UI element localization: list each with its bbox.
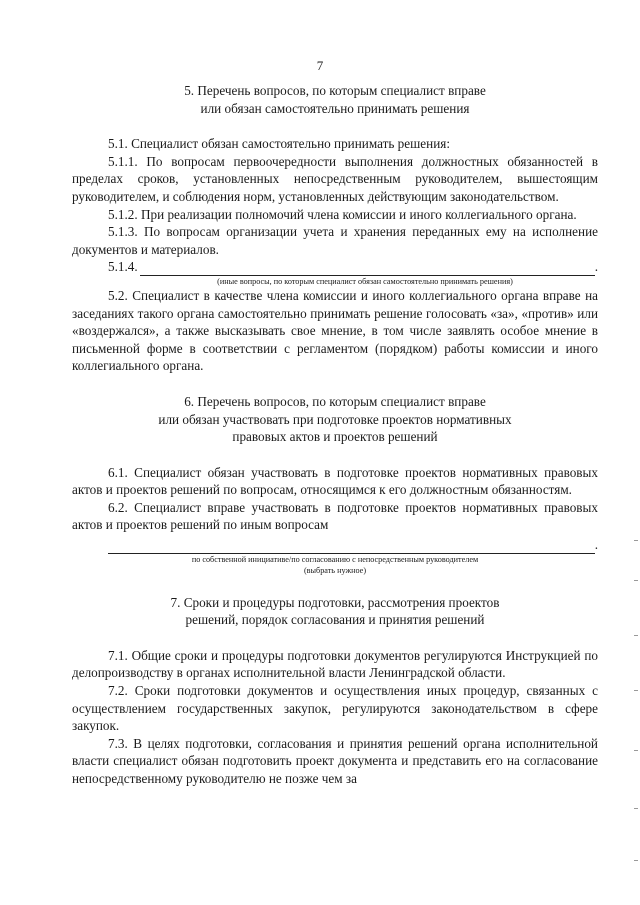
section-7-title-line-2: решений, порядок согласования и принятия решений [185,612,485,628]
paragraph-7-3: 7.3. В целях подготовки, согласования и принятия решений органа исполнительной власти специалист обязан подготовить проект документа и представить его на согласование непосредственному руководителю не позже чем за [72,735,598,786]
paragraph-6-2-fill [72,536,598,554]
paragraph-6-2-end: . [594,537,598,553]
paragraph-6-2: 6.2. Специалист вправе участвовать в подготовке проектов нормативных правовых актов и проектов решений по иным вопросам [72,499,598,533]
paragraph-5-1: 5.1. Специалист обязан самостоятельно принимать решения: [108,136,450,152]
section-6-title-line-3: правовых актов и проектов решений [232,429,438,445]
section-6-title-line-1: 6. Перечень вопросов, по которым специалист вправе [184,393,486,409]
page-number: 7 [316,58,324,73]
fill-in-line [108,540,595,554]
paragraph-5-1-4 [72,258,598,276]
paragraph-5-2: 5.2. Специалист в качестве члена комиссии и иного коллегиального органа вправе на заседаниях такого органа самостоятельно принимать решение голосовать «за», «против» или «воздержался», а также высказывать свое мнение, в том числе заявлять особое мнение в письменной форме в соответствии с регламентом (порядком) работы комиссии и иного коллегиального органа. [72,287,598,374]
paragraph-5-1-4-caption: (иные вопросы, по которым специалист обязан самостоятельно принимать решения) [217,276,513,286]
paragraph-6-2-caption-2: (выбрать нужное) [303,565,367,575]
paragraph-6-1: 6.1. Специалист обязан участвовать в подготовке проектов нормативных правовых актов и проектов решений по вопросам, относящимся к его должностным обязанностям. [72,464,598,498]
document-body [72,82,598,788]
paragraph-7-1: 7.1. Общие сроки и процедуры подготовки документов регулируются Инструкцией по делопроизводству в органах исполнительной власти Ленинградской области. [72,647,598,681]
paragraph-7-2: 7.2. Сроки подготовки документов и осуществления иных процедур, связанных с осуществлением государственных закупок, регулируются законодательством в сфере закупок. [72,683,598,734]
paragraph-6-2-caption-1: по собственной инициативе/по согласованию с непосредственным руководителем [191,554,479,564]
paragraph-5-1-4-label: 5.1.4. [108,259,138,275]
paragraph-5-1-1: 5.1.1. По вопросам первоочередности выполнения должностных обязанностей в пределах сроков, установленных непосредственным руководителем, вышестоящим руководителем, и соблюдения норм, установленных действующим законодательством. [72,153,598,204]
paragraph-5-1-3: 5.1.3. По вопросам организации учета и хранения переданных ему на исполнение документов и материалов. [72,224,598,257]
scan-margin-marks [632,540,638,880]
section-5-title-line-1: 5. Перечень вопросов, по которым специалист вправе [184,83,486,98]
section-5-title-line-2: или обязан самостоятельно принимать решения [200,100,470,116]
paragraph-5-1-2: 5.1.2. При реализации полномочий члена комиссии и иного коллегиального органа. [108,206,577,222]
fill-in-line [140,262,595,276]
section-7-title-line-1: 7. Сроки и процедуры подготовки, рассмотрения проектов [170,594,500,610]
paragraph-5-1-4-end: . [594,259,598,275]
section-6-title-line-2: или обязан участвовать при подготовке проектов нормативных [158,411,512,427]
